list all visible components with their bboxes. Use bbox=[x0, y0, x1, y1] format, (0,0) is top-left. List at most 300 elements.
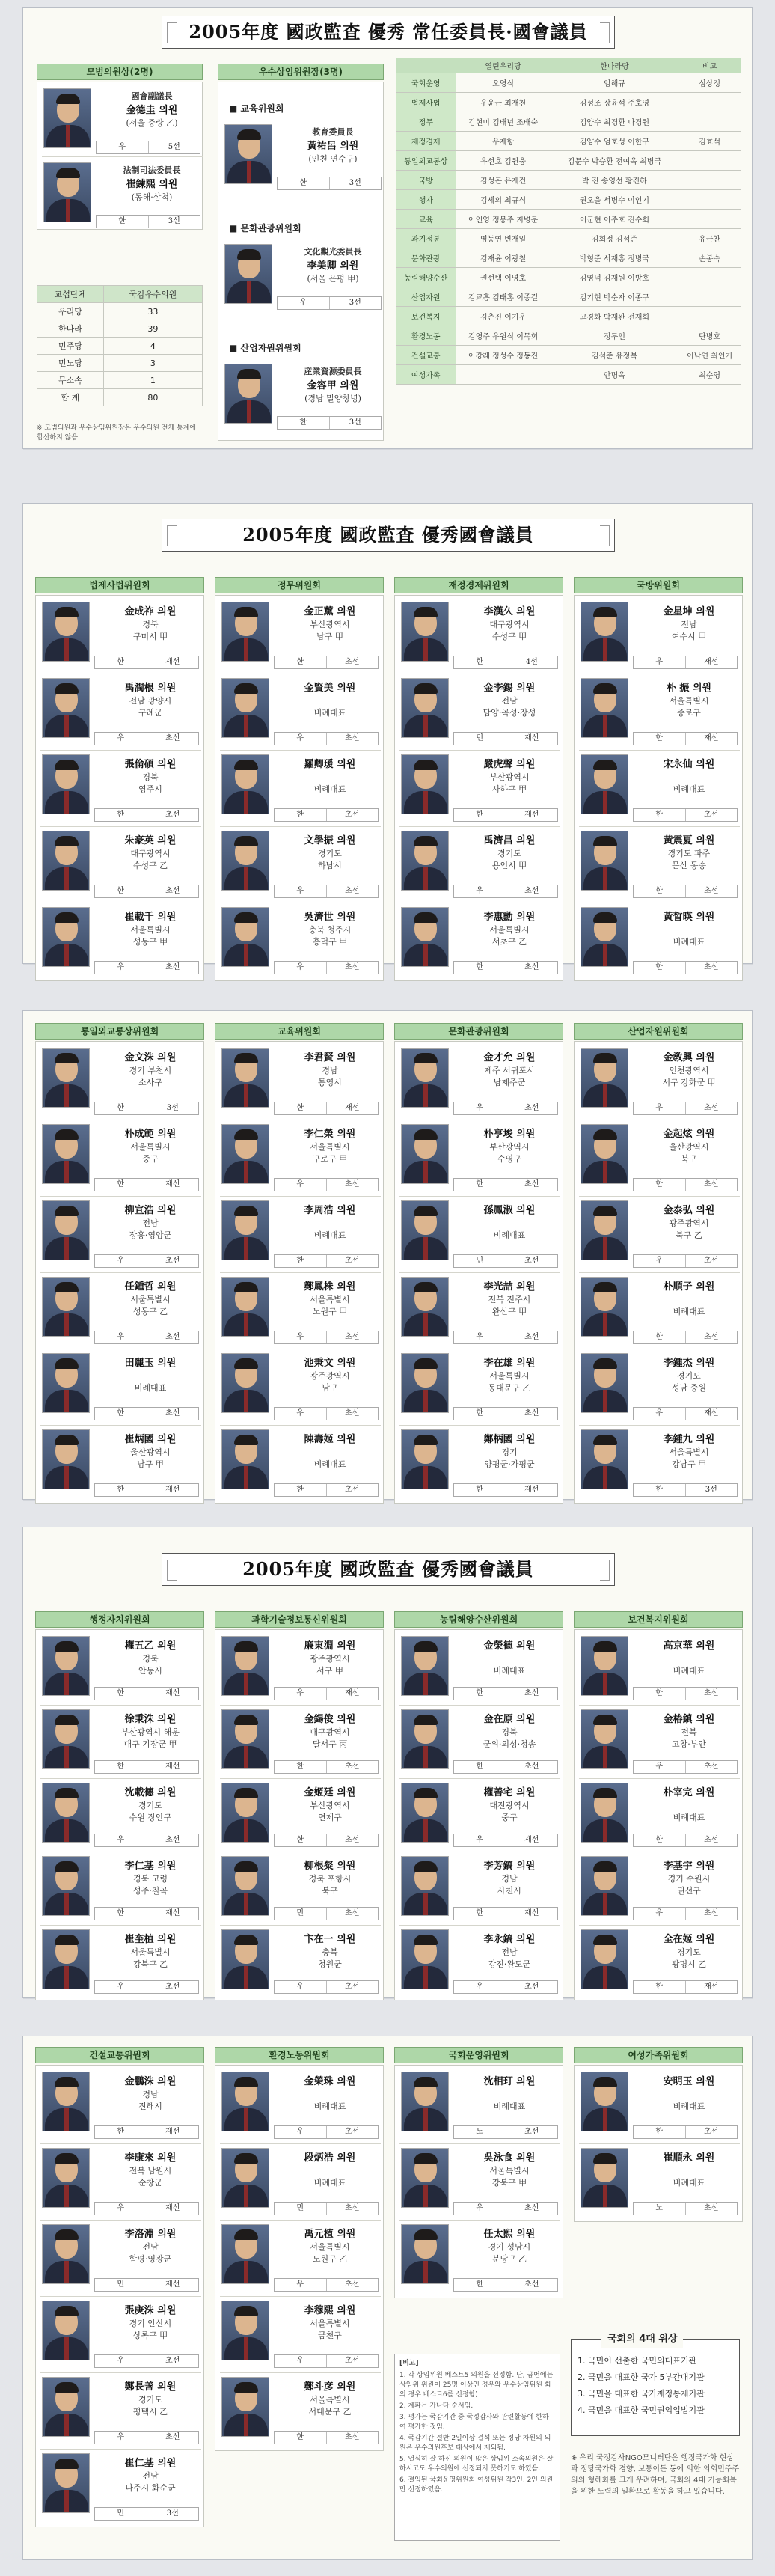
party: 우 bbox=[278, 297, 330, 309]
member-card bbox=[42, 159, 203, 231]
member-district: 통영시 bbox=[318, 1078, 342, 1087]
term: 3선 bbox=[349, 299, 361, 307]
member-name: 池秉文 의원 bbox=[304, 1358, 356, 1369]
member-region: 전북 bbox=[681, 1727, 697, 1737]
party: 우 bbox=[454, 885, 506, 897]
member-name: 鄭長善 의원 bbox=[124, 2381, 177, 2393]
committee-header: 과학기술정보통신위원회 bbox=[215, 1611, 384, 1628]
member-district: 비례대표 bbox=[673, 784, 705, 794]
committee-column bbox=[574, 2065, 743, 2222]
committee-table-row: 정무 김현미 김태년 조배숙 김양수 최경환 나경원 bbox=[396, 112, 741, 132]
member-photo bbox=[581, 1200, 628, 1260]
term: 3선 bbox=[349, 418, 361, 427]
member-photo bbox=[224, 244, 272, 304]
member-photo bbox=[401, 1048, 449, 1108]
member-name: 金榮德 의원 bbox=[483, 1640, 536, 1652]
member-region: 대구광역시 bbox=[130, 849, 171, 858]
member-name: 廉東淵 의원 bbox=[304, 1640, 356, 1652]
stats-row: 한나라 39 bbox=[37, 320, 203, 338]
term: 재선 bbox=[165, 1689, 180, 1697]
committee-column bbox=[394, 1041, 563, 1504]
member-card bbox=[220, 1274, 381, 1347]
member-region: 부산광역시 bbox=[310, 1801, 350, 1810]
member-region: 경북 bbox=[501, 1727, 518, 1737]
committee-column bbox=[574, 595, 743, 981]
member-name: 李鍾九 의원 bbox=[663, 1434, 715, 1445]
member-card bbox=[220, 2069, 381, 2142]
party: 우 bbox=[275, 885, 327, 897]
member-photo bbox=[42, 1429, 90, 1489]
member-photo bbox=[221, 602, 269, 662]
member-district: 장흥·영암군 bbox=[129, 1230, 172, 1240]
member-position: 文化觀光委員長 bbox=[304, 247, 362, 257]
member-card bbox=[40, 751, 201, 825]
member-region: 전북 남원시 bbox=[129, 2166, 172, 2176]
term: 4선 bbox=[525, 658, 538, 666]
party: 우 bbox=[275, 2355, 327, 2367]
member-name: 金星坤 의원 bbox=[663, 606, 715, 617]
member-photo bbox=[221, 1429, 269, 1489]
member-card bbox=[220, 675, 381, 748]
member-name: 鄭斗彦 의원 bbox=[304, 2381, 356, 2393]
party: 한 bbox=[634, 1834, 686, 1846]
term: 3선 bbox=[705, 1486, 717, 1494]
party: 한 bbox=[634, 1484, 686, 1496]
member-card bbox=[40, 904, 201, 977]
party: 한 bbox=[275, 1761, 327, 1773]
member-card bbox=[40, 1197, 201, 1271]
member-photo bbox=[401, 1929, 449, 1989]
party: 한 bbox=[454, 1688, 506, 1700]
term: 초선 bbox=[704, 1104, 719, 1112]
member-region: 부산광역시 해운 bbox=[121, 1727, 180, 1737]
member-name: 文學振 의원 bbox=[304, 835, 356, 846]
member-photo bbox=[42, 2224, 90, 2284]
member-region: 충북 bbox=[322, 1947, 338, 1957]
term: 초선 bbox=[165, 2357, 180, 2365]
member-district: 비례대표 bbox=[313, 1459, 346, 1469]
member-photo bbox=[42, 1353, 90, 1413]
member-card bbox=[40, 1350, 201, 1423]
party: 한 bbox=[95, 1688, 147, 1700]
party: 한 bbox=[634, 1331, 686, 1343]
member-photo bbox=[581, 1783, 628, 1843]
term: 재선 bbox=[524, 1836, 539, 1844]
member-name: 禹潤根 의원 bbox=[124, 683, 177, 694]
member-card bbox=[579, 1853, 740, 1923]
member-photo bbox=[221, 678, 269, 738]
member-photo bbox=[581, 1277, 628, 1337]
member-district: 성남 중원 bbox=[671, 1383, 706, 1393]
member-region: 경기도 bbox=[677, 1371, 701, 1381]
committee-header: 법제사법위원회 bbox=[35, 577, 204, 593]
member-district: 수영구 bbox=[497, 1154, 521, 1164]
term: 3선 bbox=[166, 2509, 179, 2518]
party: 우 bbox=[275, 1179, 327, 1191]
party: 우 bbox=[454, 1981, 506, 1993]
member-district: 구미시 甲 bbox=[132, 632, 168, 641]
member-name: 金才允 의원 bbox=[483, 1052, 536, 1063]
member-name: 任鍾哲 의원 bbox=[124, 1281, 177, 1292]
member-district: 양평군·가평군 bbox=[484, 1459, 535, 1469]
member-region: 울산광역시 bbox=[130, 1447, 171, 1457]
member-region: 경기 bbox=[501, 1447, 518, 1457]
member-district: 강북구 乙 bbox=[132, 1959, 168, 1969]
member-card bbox=[40, 1633, 201, 1703]
member-card bbox=[399, 1633, 560, 1703]
member-card bbox=[220, 2374, 381, 2447]
member-name: 金起炫 의원 bbox=[663, 1129, 715, 1140]
member-photo bbox=[401, 1353, 449, 1413]
member-card bbox=[40, 599, 201, 672]
term: 초선 bbox=[704, 887, 719, 895]
member-region: 전남 광양시 bbox=[129, 696, 172, 706]
member-district: 남구 甲 bbox=[316, 632, 343, 641]
member-region: 경기 수원시 bbox=[667, 1874, 711, 1884]
member-photo bbox=[42, 2301, 90, 2360]
remark-item: 2. 계파는 가나다 순서임. bbox=[399, 2402, 474, 2410]
member-photo bbox=[581, 1856, 628, 1916]
member-card bbox=[40, 2069, 201, 2142]
member-region: 서울특별시 bbox=[669, 696, 709, 706]
term: 초선 bbox=[345, 734, 360, 742]
member-region: 부산광역시 bbox=[489, 772, 530, 782]
member-card bbox=[40, 1045, 201, 1118]
member-name: 金敎興 의원 bbox=[663, 1052, 715, 1063]
member-name: 朴宰完 의원 bbox=[663, 1787, 715, 1798]
member-district: 서초구 乙 bbox=[491, 937, 527, 947]
member-district: 남구 甲 bbox=[137, 1459, 164, 1469]
member-card bbox=[579, 1197, 740, 1271]
committee-table-row: 통일외교통상 유선호 김원웅 김문수 박승환 전여옥 최병국 bbox=[396, 151, 741, 171]
member-photo bbox=[581, 2148, 628, 2208]
committee-table: 열린우리당 한나라당 비고 국회운영 오영식 임해규 심상정 법제사법 우윤근 최재천 김성조 장윤석 주호영 정무 김현미 김태년 조배숙 김양수 최경환 나경원 재정경제 우제항 김양수 엄호성 이한구 김효석 통일외교통상 유선호 김원웅 김문수 박승환 전여옥 최병국 국방 김성곤 유재건 박 진 송영선 황진하 행자 김세의 최규식 권오을 서병수 이인기 교육 이인영 정봉주 지병문 이군현 이주호 진수희 과기정통 염동연 변재일 김희정 김석준 유근찬 문화관광 김재윤 이광철 박형준 서재홍 정병국 손봉숙 농림해양수산 권선택 이영호 김영덕 김재원 이방호 산업자원 김교흥 김태홍 이종걸 김기현 박순자 이종구 보건복지 김춘진 이기우 고경화 박재완 전재희 환경노동 김영주 우원식 이목희 정두언 단병호 건설교통 이강래 정성수 정동진 김석준 유정복 이낙연 최인기 여성가족 안명옥 최순영 bbox=[396, 58, 741, 385]
term: 초선 bbox=[704, 1257, 719, 1265]
member-card bbox=[40, 1853, 201, 1923]
party: 한 bbox=[95, 1761, 147, 1773]
party: 우 bbox=[275, 1408, 327, 1420]
term: 초선 bbox=[345, 2280, 360, 2289]
member-name: 金椿鎮 의원 bbox=[663, 1714, 715, 1725]
member-card bbox=[399, 1274, 560, 1347]
member-card bbox=[579, 1926, 740, 1997]
member-district: 비례대표 bbox=[673, 1666, 705, 1676]
committee-column bbox=[215, 1041, 384, 1504]
member-photo bbox=[221, 1277, 269, 1337]
party: 한 bbox=[454, 2279, 506, 2291]
power-item: 4. 국민을 대표한 국민권익입법기관 bbox=[578, 2405, 705, 2415]
member-card bbox=[579, 1045, 740, 1118]
member-region: 대전광역시 bbox=[489, 1801, 530, 1810]
committee-table-row: 환경노동 김영주 우원식 이목희 정두언 단병호 bbox=[396, 326, 741, 346]
member-name: 李洛淵 의원 bbox=[124, 2229, 177, 2240]
party: 우 bbox=[95, 1834, 147, 1846]
committee-header: 문화관광위원회 bbox=[394, 1023, 563, 1040]
member-card bbox=[40, 828, 201, 901]
member-card bbox=[579, 1706, 740, 1777]
member-card bbox=[40, 1426, 201, 1500]
committee-table-row: 법제사법 우윤근 최재천 김성조 장윤석 주호영 bbox=[396, 93, 741, 112]
member-card bbox=[399, 1706, 560, 1777]
member-photo bbox=[401, 831, 449, 891]
party: 우 bbox=[454, 1102, 506, 1114]
member-name: 權五乙 의원 bbox=[124, 1640, 177, 1652]
party: 한 bbox=[454, 1179, 506, 1191]
member-card bbox=[399, 1426, 560, 1500]
term: 초선 bbox=[704, 811, 719, 819]
member-name: 權善宅 의원 bbox=[483, 1787, 536, 1798]
member-position: 教育委員長 bbox=[312, 127, 354, 137]
member-region: 전남 bbox=[681, 620, 697, 629]
member-region: 서울특별시 bbox=[310, 1142, 350, 1152]
member-region: 전남 bbox=[142, 2471, 159, 2481]
member-card bbox=[579, 599, 740, 672]
member-photo bbox=[42, 831, 90, 891]
member-region: 부산광역시 bbox=[310, 620, 350, 629]
member-region: 울산광역시 bbox=[669, 1142, 709, 1152]
committee-column bbox=[574, 1041, 743, 1504]
party: 한 bbox=[634, 733, 686, 745]
member-region: 경기 안산시 bbox=[129, 2319, 172, 2328]
member-photo bbox=[42, 1929, 90, 1989]
member-district: 남구 bbox=[322, 1383, 338, 1393]
member-region: 서울특별시 bbox=[130, 1142, 171, 1152]
member-name: 沈相玎 의원 bbox=[483, 2076, 536, 2087]
member-district: 진해시 bbox=[138, 2102, 162, 2111]
term: 초선 bbox=[165, 963, 180, 971]
ngo-footnote: ※ 우리 국정감사NGO모니터단은 행정국가화 현상과 정당국가화 경향, 보통이든 동에 의한 의회민주주의의 형해화를 크게 우려하며, 국회의 4대 기능회복을 위한 노력의 일환으로 활동을 하고 있습니다. bbox=[571, 2454, 740, 2496]
member-photo bbox=[42, 1124, 90, 1184]
term: 초선 bbox=[345, 887, 360, 895]
member-card bbox=[40, 1274, 201, 1347]
member-name: 羅卿瑗 의원 bbox=[304, 759, 356, 770]
party: 우 bbox=[275, 962, 327, 974]
member-district: 비례대표 bbox=[313, 2178, 346, 2188]
member-card bbox=[40, 2298, 201, 2371]
term: 3선 bbox=[349, 179, 361, 187]
member-name: 金錫俊 의원 bbox=[304, 1714, 356, 1725]
committee-column bbox=[394, 2065, 563, 2298]
committee-header: 농림해양수산위원회 bbox=[394, 1611, 563, 1628]
member-name: 朴 振 의원 bbox=[666, 683, 712, 694]
party: 한 bbox=[454, 962, 506, 974]
member-district: 비례대표 bbox=[313, 708, 346, 718]
member-card bbox=[579, 1780, 740, 1850]
member-district: 함평·영광군 bbox=[129, 2254, 172, 2264]
term: 초선 bbox=[524, 963, 539, 971]
term: 초선 bbox=[524, 2280, 539, 2289]
member-district: 비례대표 bbox=[673, 1307, 705, 1316]
member-district: 평택시 乙 bbox=[132, 2407, 168, 2417]
member-district: 비례대표 bbox=[493, 1230, 526, 1240]
member-card bbox=[220, 1780, 381, 1850]
term: 초선 bbox=[524, 1180, 539, 1188]
term: 초선 bbox=[704, 1689, 719, 1697]
member-card bbox=[399, 675, 560, 748]
member-name: 崔仁基 의원 bbox=[124, 2458, 177, 2469]
member-name: 安明玉 의원 bbox=[663, 2076, 715, 2087]
member-card bbox=[579, 1350, 740, 1423]
committee-column bbox=[394, 1629, 563, 2000]
party: 한 bbox=[634, 1981, 686, 1993]
term: 초선 bbox=[524, 1409, 539, 1417]
member-card bbox=[40, 1926, 201, 1997]
term: 재선 bbox=[165, 1762, 180, 1771]
party: 우 bbox=[95, 1981, 147, 1993]
member-district: 고창·부안 bbox=[671, 1739, 706, 1749]
member-card bbox=[40, 1780, 201, 1850]
member-district: 담양·곡성·장성 bbox=[483, 708, 536, 718]
member-region: 서울특별시 bbox=[130, 925, 171, 935]
member-photo bbox=[221, 1709, 269, 1769]
member-photo bbox=[221, 831, 269, 891]
party: 우 bbox=[95, 2355, 147, 2367]
member-district: 군위·의성·청송 bbox=[483, 1739, 536, 1749]
party: 노 bbox=[634, 2203, 686, 2215]
section-title-2: 2005年度 國政監査 優秀國會議員 bbox=[162, 1553, 615, 1586]
member-district: 비례대표 bbox=[493, 2102, 526, 2111]
member-district: 성동구 乙 bbox=[132, 1307, 168, 1316]
committee-header: 건설교통위원회 bbox=[35, 2047, 204, 2063]
term: 초선 bbox=[165, 1409, 180, 1417]
member-name: 李在雄 의원 bbox=[483, 1358, 536, 1369]
member-district: 사천시 bbox=[497, 1886, 521, 1896]
member-district: 강북구 甲 bbox=[491, 2178, 527, 2188]
committee-table-row: 교육 이인영 정봉주 지병문 이군현 이주호 진수희 bbox=[396, 210, 741, 229]
party: 한 bbox=[97, 216, 149, 228]
chair-award-header: 우수상임위원장(3명) bbox=[218, 64, 384, 80]
member-district: 비례대표 bbox=[134, 1383, 167, 1393]
member-region: 광주광역시 bbox=[310, 1371, 350, 1381]
member-position: 法制司法委員長 bbox=[123, 165, 181, 175]
member-photo bbox=[221, 1783, 269, 1843]
committee-header: 보건복지위원회 bbox=[574, 1611, 743, 1628]
member-district: 분당구 乙 bbox=[491, 2254, 527, 2264]
member-region: 경북 포항시 bbox=[308, 1874, 352, 1884]
term: 초선 bbox=[165, 2433, 180, 2441]
member-name: 金李錫 의원 bbox=[483, 683, 536, 694]
remark-item: 1. 각 상임위원 베스트5 의원을 선정함. 단, 금번에는 상임위 위원이 25명 이상인 경우와 우수상임위원 회의 경우 베스트6를 선정함) bbox=[399, 2372, 554, 2399]
committee-name: ■ 교육위원회 bbox=[229, 103, 284, 114]
term: 초선 bbox=[524, 2128, 539, 2136]
member-district: 완산구 甲 bbox=[491, 1307, 527, 1316]
member-card bbox=[399, 2069, 560, 2142]
member-photo bbox=[43, 88, 91, 148]
term: 초선 bbox=[345, 2128, 360, 2136]
committee-column bbox=[35, 595, 204, 981]
member-name: 李芳鎬 의원 bbox=[483, 1861, 536, 1872]
committee-column bbox=[574, 1629, 743, 2000]
member-district: 하남시 bbox=[318, 861, 342, 870]
member-photo bbox=[581, 1636, 628, 1696]
member-region: 서울특별시 bbox=[310, 2319, 350, 2328]
member-card bbox=[579, 675, 740, 748]
member-region: 경기도 bbox=[677, 1947, 701, 1957]
party: 우 bbox=[95, 1331, 147, 1343]
member-region: 서울특별시 bbox=[489, 1371, 530, 1381]
member-card bbox=[579, 1633, 740, 1703]
committee-table-row: 문화관광 김재윤 이광철 박형준 서재홍 정병국 손봉숙 bbox=[396, 248, 741, 268]
member-district: 비례대표 bbox=[673, 2102, 705, 2111]
committee-column bbox=[394, 595, 563, 981]
member-photo bbox=[221, 1929, 269, 1989]
member-card bbox=[579, 751, 740, 825]
member-photo bbox=[401, 2072, 449, 2131]
member-region: 인천광역시 bbox=[669, 1066, 709, 1075]
term: 초선 bbox=[704, 963, 719, 971]
member-region: 광주광역시 bbox=[669, 1218, 709, 1228]
party: 우 bbox=[634, 1102, 686, 1114]
committee-header: 여성가족위원회 bbox=[574, 2047, 743, 2063]
member-region: 충북 청주시 bbox=[308, 925, 352, 935]
member-district: 연제구 bbox=[318, 1813, 342, 1822]
powers-title: 국회의 4대 위상 bbox=[601, 2331, 683, 2348]
member-photo bbox=[401, 1709, 449, 1769]
member-card bbox=[220, 1633, 381, 1703]
party: 우 bbox=[454, 1834, 506, 1846]
member-name: 沈載德 의원 bbox=[124, 1787, 177, 1798]
term: 초선 bbox=[704, 1836, 719, 1844]
party: 한 bbox=[278, 177, 330, 189]
member-name: 金容甲 의원 bbox=[307, 380, 359, 391]
member-district: 구로구 甲 bbox=[312, 1154, 348, 1164]
term: 초선 bbox=[345, 1333, 360, 1341]
member-name: 李美卿 의원 bbox=[307, 260, 359, 272]
member-name: 李基宇 의원 bbox=[663, 1861, 715, 1872]
term: 재선 bbox=[165, 2280, 180, 2289]
stats-row: 합 계 80 bbox=[37, 389, 203, 406]
committee-header: 국회운영위원회 bbox=[394, 2047, 563, 2063]
committee-header: 산업자원위원회 bbox=[574, 1023, 743, 1040]
member-region: 광주광역시 bbox=[310, 1654, 350, 1664]
member-card bbox=[399, 1853, 560, 1923]
committee-table-row: 농림해양수산 권선택 이영호 김영덕 김재원 이방호 bbox=[396, 268, 741, 287]
member-name: 李惠勳 의원 bbox=[483, 912, 536, 923]
member-region: 경북 bbox=[142, 620, 159, 629]
stats-row: 민주당 4 bbox=[37, 338, 203, 355]
member-card bbox=[220, 599, 381, 672]
member-photo bbox=[401, 1856, 449, 1916]
member-region: 경기도 bbox=[138, 1801, 162, 1810]
term: 초선 bbox=[704, 1762, 719, 1771]
member-card bbox=[220, 1197, 381, 1271]
term: 초선 bbox=[345, 1909, 360, 1917]
member-photo bbox=[42, 1048, 90, 1108]
member-card bbox=[399, 828, 560, 901]
term: 초선 bbox=[345, 1257, 360, 1265]
party: 우 bbox=[95, 2203, 147, 2215]
member-photo bbox=[401, 678, 449, 738]
member-district: 권선구 bbox=[677, 1886, 701, 1896]
party: 한 bbox=[454, 1408, 506, 1420]
member-district: 성동구 甲 bbox=[132, 937, 168, 947]
member-photo bbox=[401, 754, 449, 814]
member-card bbox=[223, 361, 384, 432]
member-photo bbox=[221, 1200, 269, 1260]
term: 초선 bbox=[345, 1762, 360, 1771]
committee-table-row: 재정경제 우제항 김양수 엄호성 이한구 김효석 bbox=[396, 132, 741, 151]
member-region: 서울특별시 bbox=[130, 1295, 171, 1304]
member-photo bbox=[42, 907, 90, 967]
party: 우 bbox=[634, 1908, 686, 1920]
member-name: 任太熙 의원 bbox=[483, 2229, 536, 2240]
member-district: 안동시 bbox=[138, 1666, 162, 1676]
party: 한 bbox=[95, 1484, 147, 1496]
party: 한 bbox=[275, 1834, 327, 1846]
member-name: 黃祐呂 의원 bbox=[307, 141, 359, 152]
member-photo bbox=[401, 602, 449, 662]
member-district: 북구 bbox=[681, 1154, 697, 1164]
